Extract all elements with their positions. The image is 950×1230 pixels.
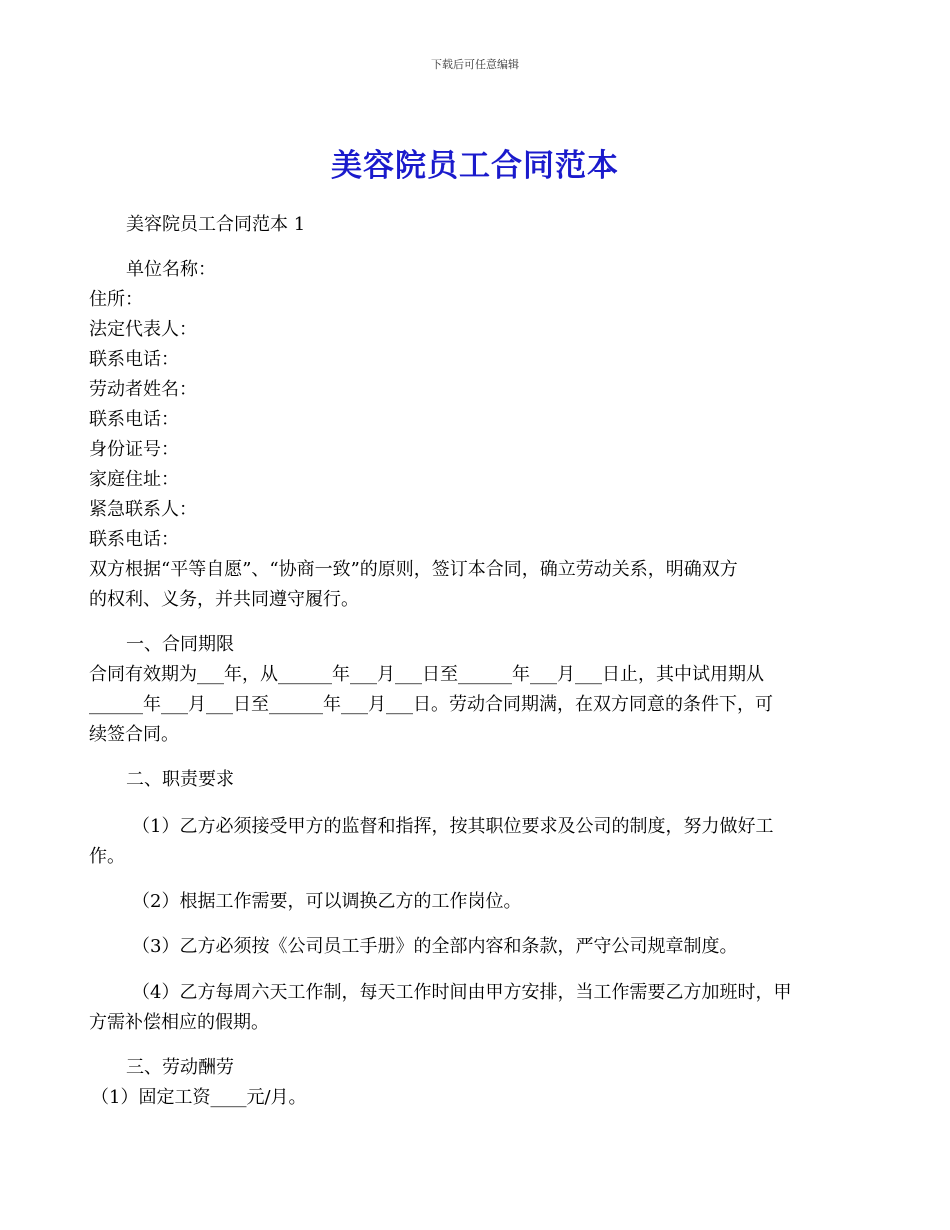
intro-line: 双方根据“平等自愿”、“协商一致”的原则，签订本合同，确立劳动关系，明确双方 (89, 559, 738, 580)
duty-item-4: （4）乙方每周六天工作制，每天工作时间由甲方安排，当工作需要乙方加班时，甲 (132, 982, 792, 1003)
duty-item-3: （3）乙方必须按《公司员工手册》的全部内容和条款，严守公司规章制度。 (132, 936, 738, 957)
field-phone-3: 联系电话： (89, 529, 179, 550)
duty-item-1: （1）乙方必须接受甲方的监督和指挥，按其职位要求及公司的制度，努力做好工 (132, 816, 774, 837)
field-legal-rep: 法定代表人： (89, 319, 197, 340)
section-term-line: 续签合同。 (89, 724, 179, 745)
header-note: 下载后可任意编辑 (431, 58, 519, 71)
subtitle: 美容院员工合同范本 1 (126, 214, 306, 235)
section-heading-pay: 三、劳动酬劳 (126, 1057, 234, 1078)
duty-item-2: （2）根据工作需要，可以调换乙方的工作岗位。 (132, 891, 522, 912)
field-home-address: 家庭住址： (89, 469, 179, 490)
field-phone-1: 联系电话： (89, 349, 179, 370)
field-unit-name: 单位名称： (126, 259, 216, 280)
duty-item-4-cont: 方需补偿相应的假期。 (89, 1012, 269, 1033)
field-worker-name: 劳动者姓名： (89, 379, 197, 400)
duty-item-1-cont: 作。 (89, 846, 125, 867)
pay-item-1: （1）固定工资____元/月。 (91, 1087, 307, 1108)
section-heading-term: 一、合同期限 (126, 634, 234, 655)
field-address: 住所： (89, 289, 143, 310)
field-id-number: 身份证号： (89, 439, 179, 460)
intro-line: 的权利、义务，并共同遵守履行。 (89, 589, 359, 610)
document-title: 美容院员工合同范本 (331, 148, 619, 184)
section-term-line: ______年___月___日至______年___月___日。劳动合同期满，在双方同意的条件下，可 (89, 694, 773, 715)
section-heading-duties: 二、职责要求 (126, 769, 234, 790)
field-phone-2: 联系电话： (89, 409, 179, 430)
section-term-line: 合同有效期为___年，从______年___月___日至______年___月___日止，其中试用期从 (89, 664, 764, 685)
field-emergency-contact: 紧急联系人： (89, 499, 197, 520)
